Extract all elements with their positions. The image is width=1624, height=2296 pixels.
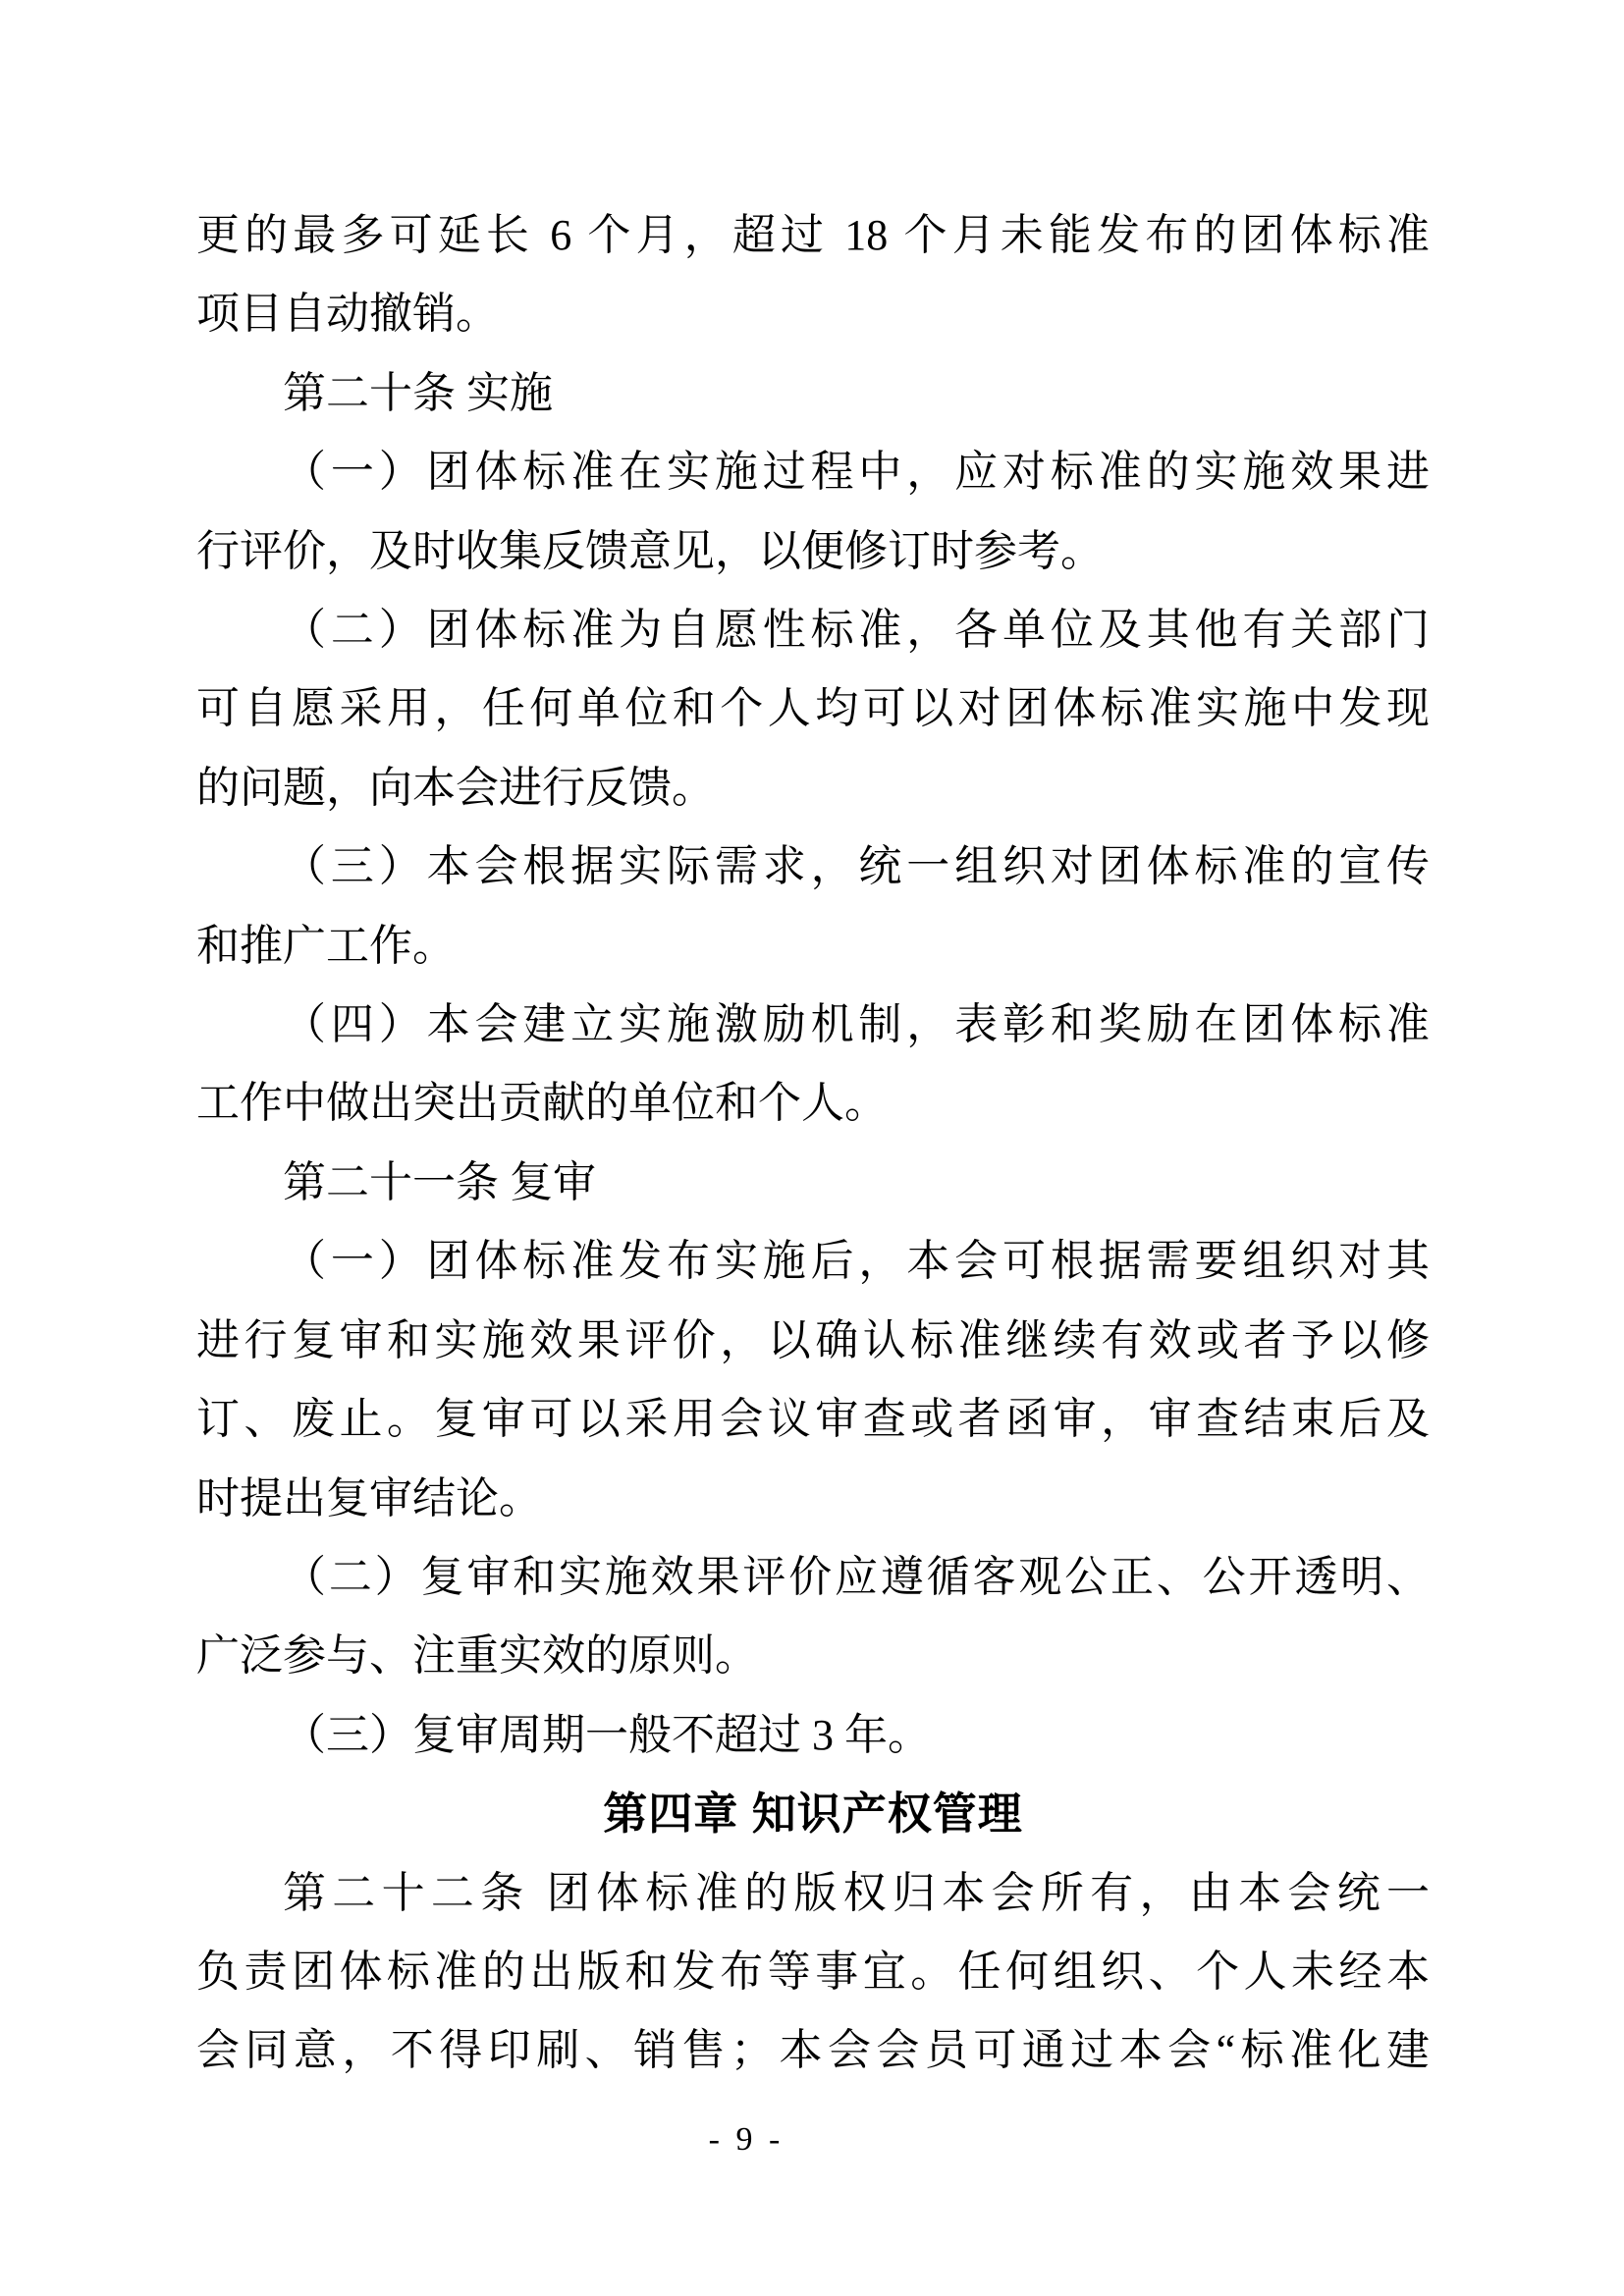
page-number: - 9 -: [708, 2121, 785, 2158]
text-line: 第二十条 实施: [283, 368, 553, 417]
text-line: 行评价，及时收集反馈意见，以便修订时参考。: [196, 526, 1104, 575]
text-line: 广泛参与、注重实效的原则。: [196, 1631, 758, 1681]
text-line: 工作中做出突出贡献的单位和个人。: [196, 1079, 888, 1128]
text-line: 负责团体标准的出版和发布等事宜。任何组织、个人未经本: [196, 1947, 1430, 1996]
text-line: （三）复审周期一般不超过 3 年。: [283, 1710, 931, 1759]
text-line: 可自愿采用，任何单位和个人均可以对团体标准实施中发现: [196, 684, 1430, 733]
text-line: 项目自动撤销。: [196, 290, 499, 339]
text-line: 第二十二条 团体标准的版权归本会所有，由本会统一: [283, 1868, 1430, 1917]
text-line: 进行复审和实施效果评价，以确认标准继续有效或者予以修: [196, 1315, 1430, 1364]
text-line: （二）团体标准为自愿性标准，各单位及其他有关部门: [283, 606, 1430, 655]
text-line: 时提出复审结论。: [196, 1473, 542, 1522]
chapter-heading: 第四章 知识产权管理: [603, 1789, 1023, 1840]
text-line: （一）团体标准发布实施后，本会可根据需要组织对其: [283, 1237, 1430, 1286]
text-line: （三）本会根据实际需求，统一组织对团体标准的宣传: [283, 842, 1430, 891]
text-content: [196, 196, 1430, 2091]
text-line: （一）团体标准在实施过程中，应对标准的实施效果进: [283, 448, 1430, 497]
text-line: （二）复审和实施效果评价应遵循客观公正、公开透明、: [283, 1552, 1430, 1601]
text-line: 订、废止。复审可以采用会议审查或者函审，审查结束后及: [196, 1395, 1430, 1444]
text-line: 会同意，不得印刷、销售；本会会员可通过本会“标准化建: [196, 2026, 1430, 2075]
text-line: 和推广工作。: [196, 921, 456, 970]
text-line: 第二十一条 复审: [283, 1157, 596, 1206]
text-line: 更的最多可延长 6 个月，超过 18 个月未能发布的团体标准: [196, 211, 1430, 259]
text-line: 的问题，向本会进行反馈。: [196, 763, 715, 812]
text-line: （四）本会建立实施激励机制，表彰和奖励在团体标准: [283, 1000, 1430, 1049]
